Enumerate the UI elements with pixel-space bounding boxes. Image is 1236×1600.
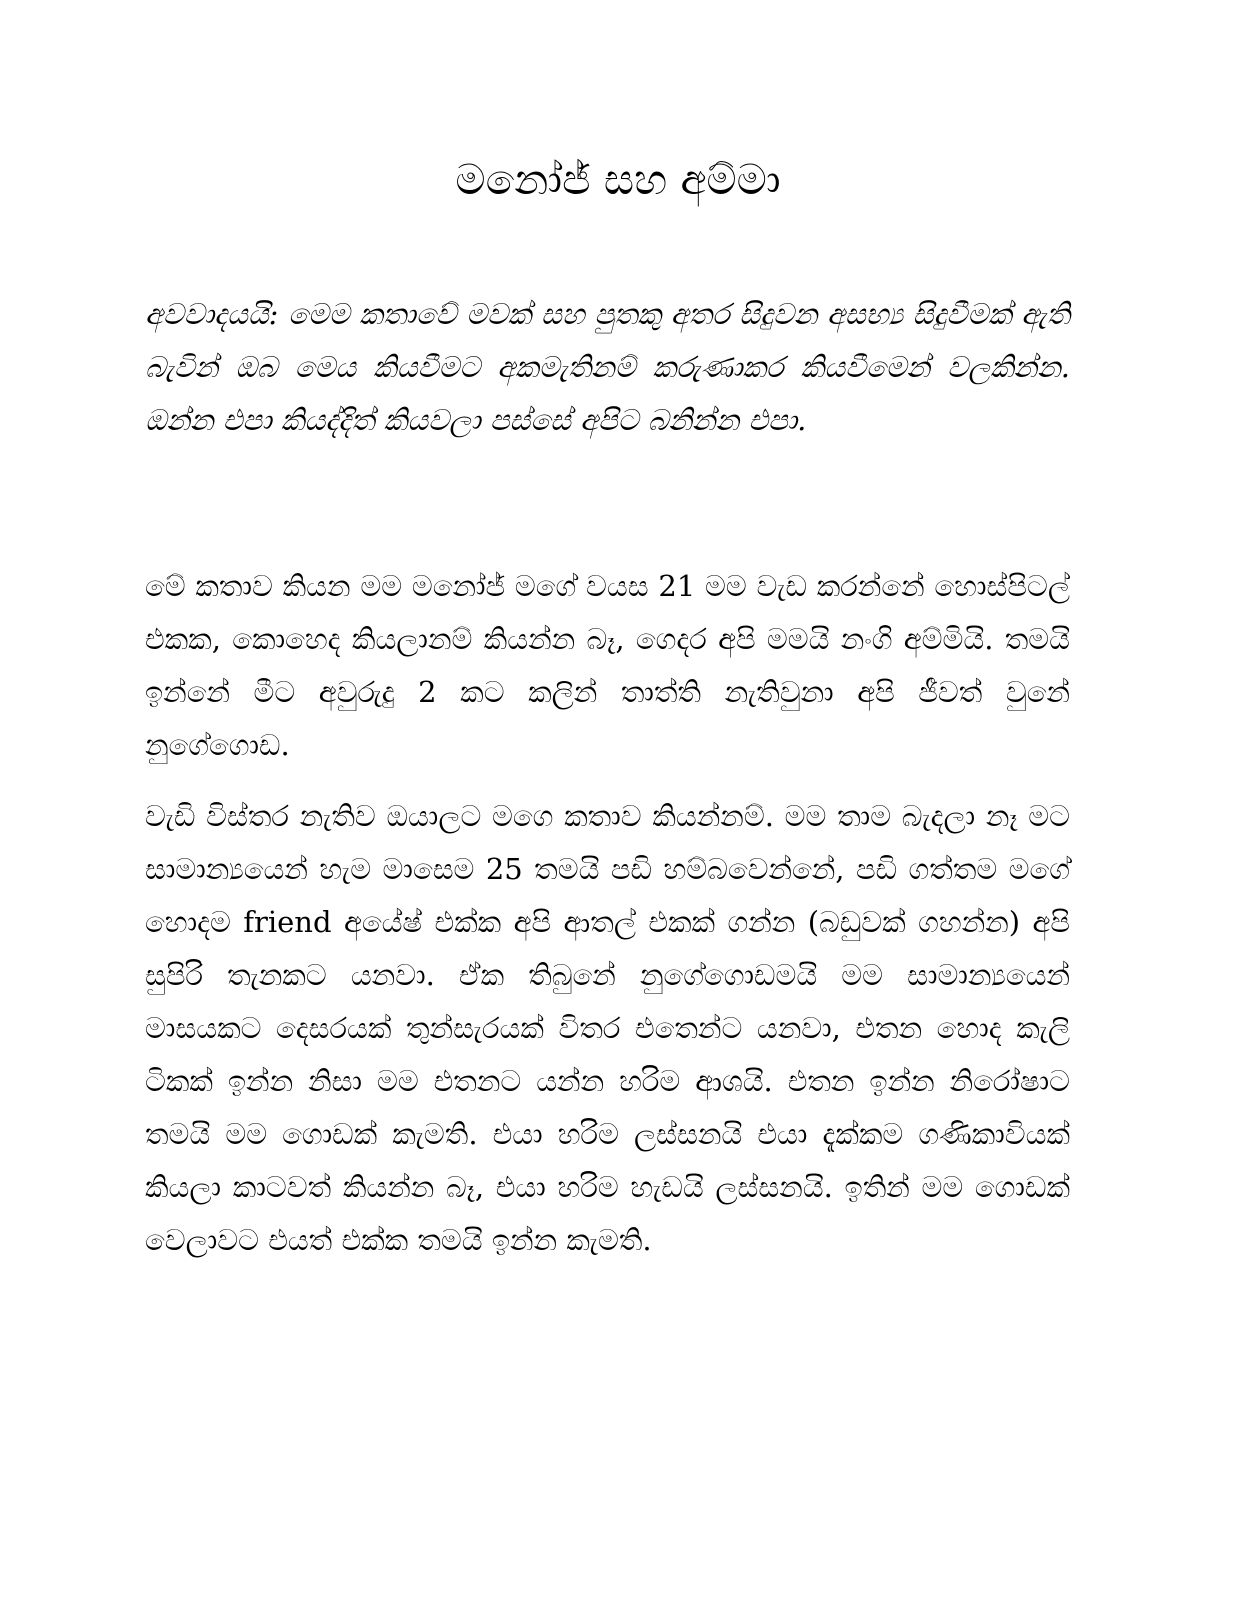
story-paragraph-1: මේ කතාව කියන මම මනෝජ් මගේ වයස 21 මම වැඩ කරන්නේ හොස්පිටල් එකක, කොහෙද කියලානම් කියන්න බෑ, ගෙදර අපි මමයි නංගි අම්මියි. තමයි ඉන්නේ මීට අවුරුදු 2 කට කලින් තාත්ති නැතිවුනා අපි ජීවත් වුනේ නුගේගොඩ.	[145, 569, 1071, 762]
story-paragraph-2: වැඩි විස්තර නැතිව ඔයාලට මගෙ කතාව කියන්නම්. මම තාම බැදලා නෑ මට සාමාන්‍යයෙන් හැම මාසෙම 25 තමයි පඩි හම්බවෙන්නේ, පඩි ගත්තම මගේ හොදම friend අයේෂ් එක්ක අපි ආතල් එකක් ගන්න (බඩුවක් ගහන්න) අපි සුපිරි තැනකට යනවා. ඒක තිබුනේ නුගේගොඩමයි මම සාමාන්‍යයෙන් මාසයකට දෙසරයක් තුන්සැරයක් විතර එතෙන්ට යනවා, එතන හොද කැලි ටිකක් ඉන්න නිසා මම එතනට යන්න හරිම ආශයි. එතන ඉන්න නිරෝෂාට තමයි මම ගොඩක් කැමති. එයා හරිම ලස්සනයි එයා දැක්කම ගණිකාවියක් කියලා කාටවත් කියන්න බෑ, එයා හරිම හැඩයි ලස්සනයි. ඉතින් මම ගොඩක් වෙලාවට එයත් එක්ක තමයි ඉන්න කැමති.	[145, 799, 1070, 1257]
page-title: මනෝජ් සහ අම්මා	[455, 155, 781, 204]
warning-notice: අවවාදයයි: මෙම කතාවේ මවක් සහ පුතකු අතර සිදුවන අසභ්‍ය සිදුවීමක් ඇති බැවින් ඔබ මෙය කියවීමට අකමැතිනම් කරුණාකර කියවීමෙන් වලකින්න. ඔන්න එපා කියද්දිත් කියවලා පස්සේ අපිට බනින්න එපා.	[145, 297, 1070, 437]
